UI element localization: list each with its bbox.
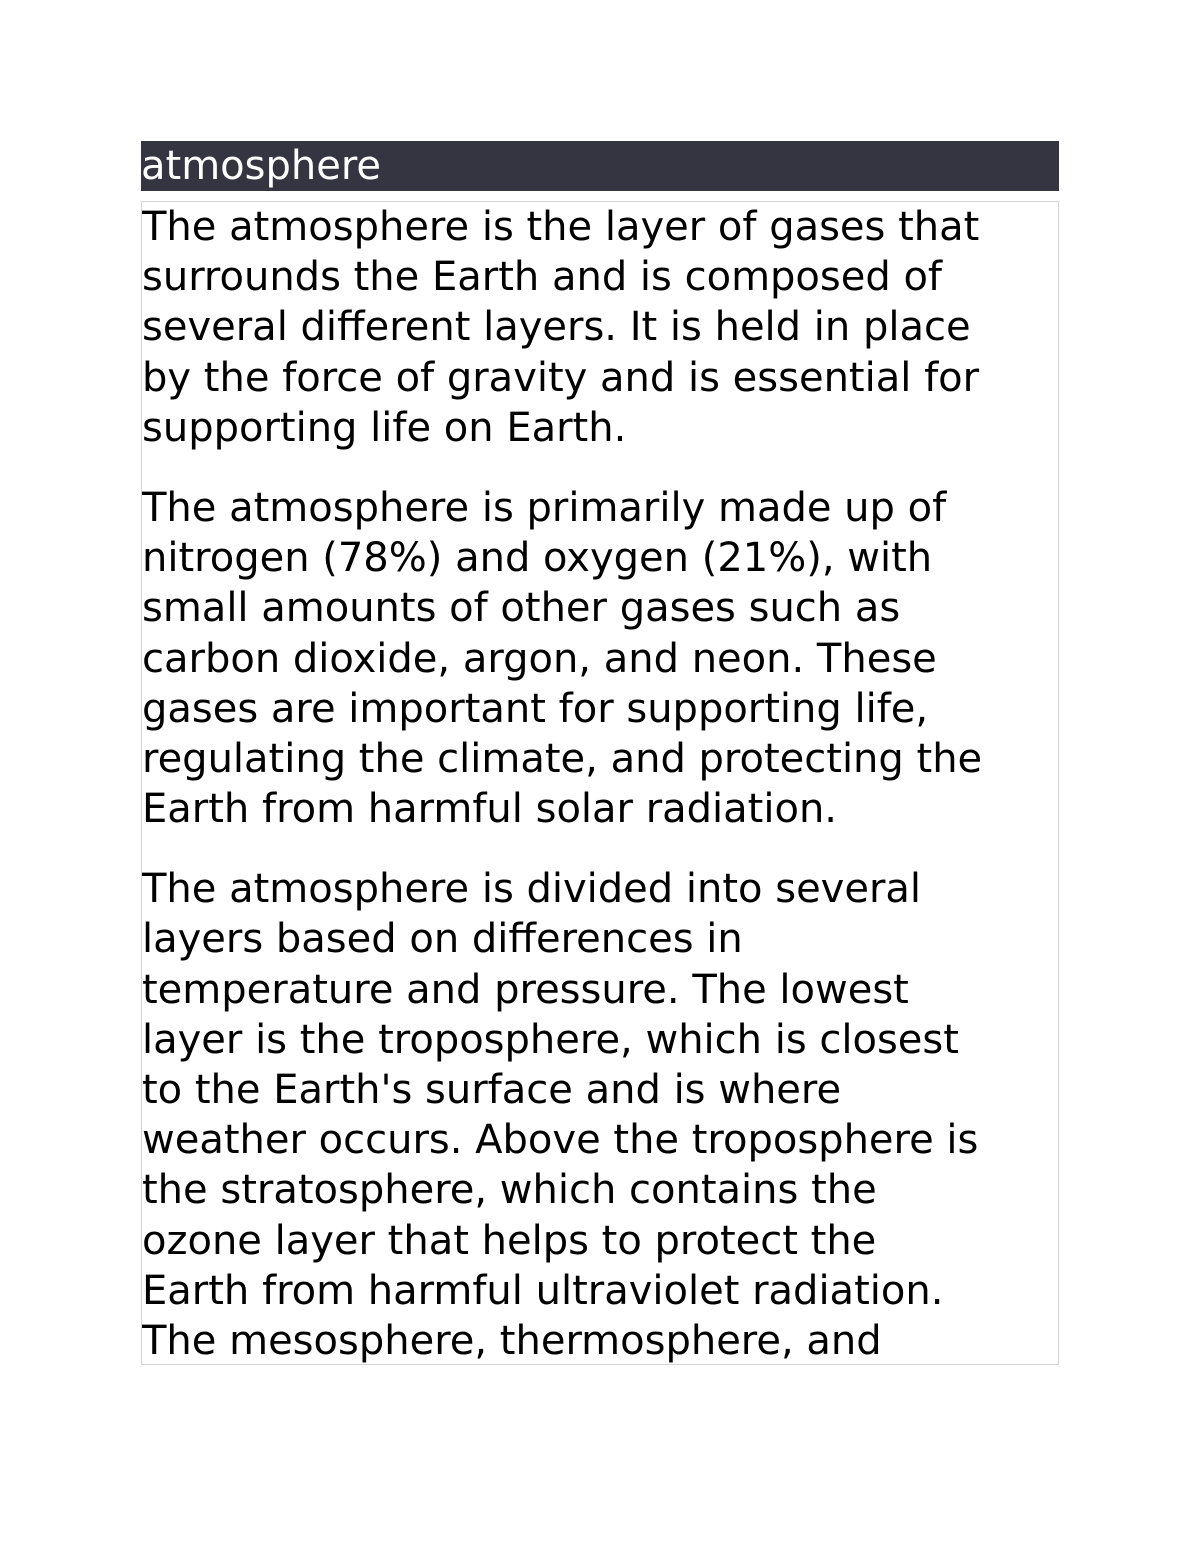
- text-line: temperature and pressure. The lowest: [142, 966, 909, 1013]
- document-body: [141, 201, 1059, 1365]
- text-line: The atmosphere is primarily made up of: [142, 484, 947, 531]
- paragraph-3: [142, 864, 1058, 1365]
- text-line: The mesosphere, thermosphere, and: [142, 1317, 882, 1364]
- text-line: ozone layer that helps to protect the: [142, 1217, 877, 1264]
- text-line: Earth from harmful ultraviolet radiation.: [142, 1267, 944, 1314]
- text-line: layer is the troposphere, which is closest: [142, 1016, 959, 1063]
- text-line: regulating the climate, and protecting the: [142, 735, 983, 782]
- text-line: surrounds the Earth and is composed of: [142, 254, 942, 301]
- text-line: several different layers. It is held in place: [142, 304, 971, 351]
- text-line: layers based on differences in: [142, 916, 743, 963]
- text-line: supporting life on Earth.: [142, 404, 627, 451]
- text-line: by the force of gravity and is essential for: [142, 354, 980, 401]
- text-line: The atmosphere is the layer of gases that: [142, 204, 980, 250]
- text-line: small amounts of other gases such as: [142, 585, 901, 632]
- text-line: Earth from harmful solar radiation.: [142, 786, 838, 833]
- text-line: carbon dioxide, argon, and neon. These: [142, 635, 937, 682]
- document-title: atmosphere: [141, 143, 381, 189]
- paragraph-1: [142, 202, 1058, 453]
- text-line: gases are important for supporting life,: [142, 685, 929, 732]
- text-line: weather occurs. Above the troposphere is: [142, 1117, 979, 1164]
- text-line: to the Earth's surface and is where: [142, 1067, 842, 1113]
- text-line: The atmosphere is divided into several: [142, 866, 922, 913]
- document-title-bar: [141, 141, 1059, 191]
- paragraph-2: [142, 483, 1058, 834]
- text-line: the stratosphere, which contains the: [142, 1167, 877, 1214]
- text-line: nitrogen (78%) and oxygen (21%), with: [142, 535, 933, 582]
